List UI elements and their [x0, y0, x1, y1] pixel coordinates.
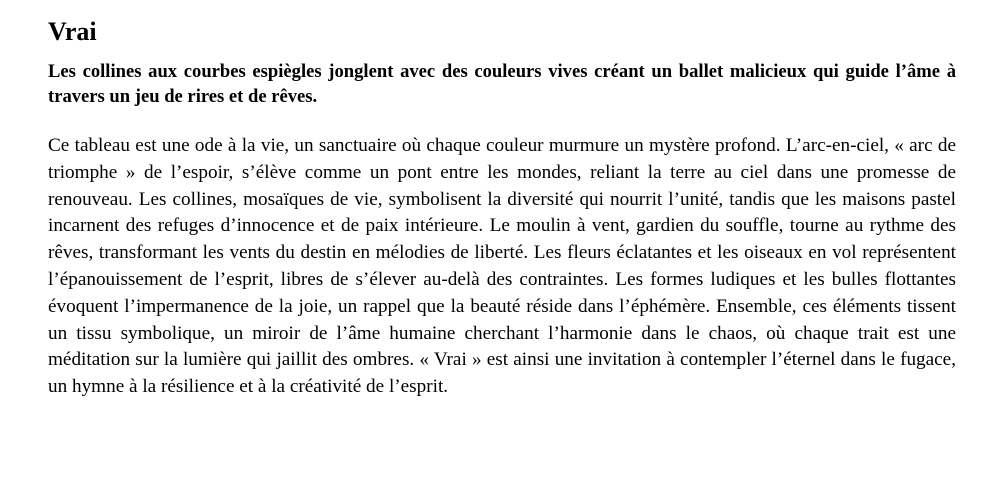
document-body-paragraph: Ce tableau est une ode à la vie, un sanctuaire où chaque couleur murmure un mystère profond. L’arc-en-ciel, « arc de triomphe » de l’espoir, s’élève comme un pont entre les mondes, reliant la terre au ciel dans une promesse de renouveau. Les collines, mosaïques de vie, symbolisent la diversité qui nourrit l’unité, tandis que les maisons pastel incarnent des refuges d’innocence et de paix intérieure. Le moulin à vent, gardien du souffle, tourne au rythme des rêves, transformant les vents du destin en mélodies de liberté. Les fleurs éclatantes et les oiseaux en vol représentent l’épanouissement de l’esprit, libres de s’élever au-delà des contraintes. Les formes ludiques et les bulles flottantes évoquent l’impermanence de la joie, un rappel que la beauté réside dans l’éphémère. Ensemble, ces éléments tissent un tissu symbolique, un miroir de l’âme humaine cherchant l’harmonie dans le chaos, où chaque trait est une méditation sur la lumière qui jaillit des ombres. « Vrai » est ainsi une invitation à contempler l’éternel dans le fugace, un hymne à la résilience et à la créativité de l’esprit. [48, 135, 956, 398]
document-title: Vrai [48, 17, 97, 46]
document-page [48, 16, 956, 401]
document-subtitle: Les collines aux courbes espiègles jonglent avec des couleurs vives créant un ballet malicieux qui guide l’âme à travers un jeu de rires et de rêves. [48, 61, 956, 107]
